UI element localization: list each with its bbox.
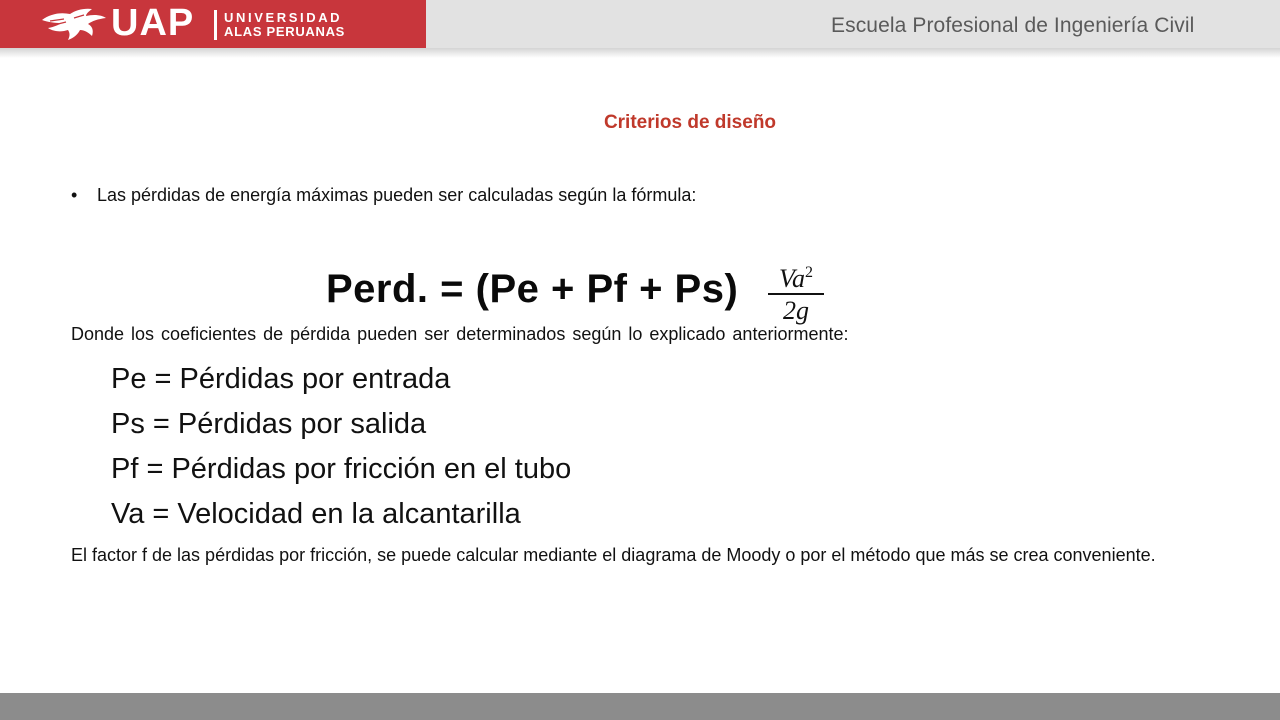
fraction-bar <box>768 293 824 295</box>
uap-logo-text: UAP <box>111 2 195 44</box>
definition-va: Va = Velocidad en la alcantarilla <box>111 498 521 530</box>
formula-lhs: Perd. = (Pe + Pf + Ps) <box>326 267 739 311</box>
header-shadow <box>0 48 1280 58</box>
fraction-numerator <box>766 258 826 294</box>
numerator-base: Va <box>779 264 805 293</box>
definition-pe: Pe = Pérdidas por entrada <box>111 363 451 395</box>
definitions-list <box>111 357 571 537</box>
fraction-denominator: 2g <box>783 296 809 325</box>
coefficients-intro: Donde los coeficientes de pérdida pueden ser determinados según lo explicado anteriormente: <box>71 324 849 344</box>
slide-title <box>0 112 1280 134</box>
formula-fraction <box>766 256 826 330</box>
university-name-line1: UNIVERSIDAD <box>224 10 343 25</box>
university-name-line2: ALAS PERUANAS <box>224 24 346 39</box>
slide-title-text: Criterios de diseño <box>603 112 777 133</box>
numerator-exponent: 2 <box>805 264 813 281</box>
university-brand <box>0 0 426 48</box>
definition-pf: Pf = Pérdidas por fricción en el tubo <box>111 453 572 485</box>
footer-bar <box>0 693 1280 720</box>
bullet-item <box>71 184 696 206</box>
bullet-text: Las pérdidas de energía máximas pueden ser calculadas según la fórmula: <box>97 185 697 205</box>
school-name: Escuela Profesional de Ingeniería Civil <box>831 14 1195 37</box>
bullet-marker: • <box>71 185 78 205</box>
eagle-logo-icon <box>40 6 108 44</box>
definition-ps: Ps = Pérdidas por salida <box>111 408 427 440</box>
logo-divider <box>214 10 217 40</box>
friction-factor-note: El factor f de las pérdidas por fricción, se puede calcular mediante el diagrama de Moody o por el método que más se crea conveniente. <box>71 545 1156 565</box>
